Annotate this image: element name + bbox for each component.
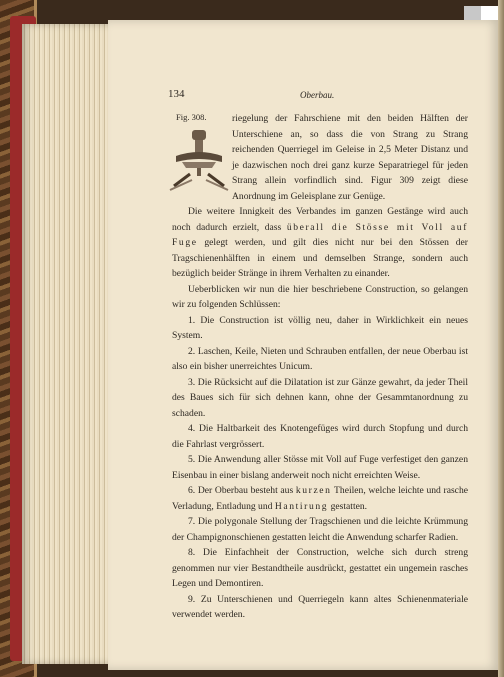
list-text: Theilen, welche leichte und rasche Verladung, Entladung und <box>172 485 468 512</box>
paragraph-summary: Ueberblicken wir nun die hier beschriebene Construction, so gelangen wir zu folgenden Schlüssen: <box>172 283 468 310</box>
emphasis-text: kurzen <box>295 485 332 496</box>
list-item: 3. Die Rücksicht auf die Dilatation ist zur Gänze gewahrt, da jeder Theil des Baues sich für sich dehnen kann, ohne der Gesammtanordnung zu schaden. <box>172 376 468 419</box>
running-head: Oberbau. <box>300 90 335 100</box>
list-item: 2. Laschen, Keile, Nieten und Schrauben entfallen, der neue Oberbau ist also ein bisher unerreichtes Unicum. <box>172 345 468 372</box>
list-item <box>172 483 468 514</box>
page-right-edge <box>498 0 504 677</box>
list-text: 6. Der Oberbau besteht aus <box>188 485 296 496</box>
list-item: 1. Die Construction ist völlig neu, daher in Wirklichkeit ein neues System. <box>172 314 468 341</box>
list-item: 7. Die polygonale Stellung der Tragschienen und die leichte Krümmung der Champignonschienen gestatten leicht die Anwendung scharfer Radien. <box>172 516 468 543</box>
color-scale-bar <box>464 6 498 20</box>
emphasis-text: Hantirung <box>274 500 329 512</box>
list-item: 8. Die Einfachheit der Construction, welche sich durch streng genommen nur vier Bestandtheile ausdrückt, gestattet ein ungemein rasches Legen und Demontiren. <box>172 547 468 589</box>
page-stack <box>22 24 114 664</box>
list-item: 9. Zu Unterschienen und Querriegeln kann altes Schienenmateriale verwendet werden. <box>172 593 468 620</box>
list-item: 5. Die Anwendung aller Stösse mit Voll auf Fuge verfestiget den ganzen Eisenbau in einer bislang anderweit noch nicht erreichten Weise. <box>172 454 468 481</box>
paragraph-connection <box>172 204 468 282</box>
figure-wrap-paragraph: riegelung der Fahrschiene mit den beiden Hälften der Unterschiene an, so dass die von Strang zu Strang reichenden Querriegel im Geleise in 2,5 Meter Distanz und je dazwischen noch drei ganz kurze Separatriegel für jeden Strang allein vorfindlich sind. Figur 309 zeigt diese Anordnung im Geleisplane zur Genüge. <box>232 113 468 202</box>
paragraph-text: gelegt werden, und gilt dies nicht nur bei den Stössen der Tragschienenhälften in einem und demselben Strange, sondern auch bezüglich beider Stränge in ihrem Verhalten zu einander. <box>172 237 468 279</box>
paragraph-text: Die weitere Innigkeit des Verbandes im ganzen Gestänge wird auch noch dadurch erzielt, dass <box>172 206 468 233</box>
list-text: gestatten. <box>328 500 368 512</box>
figure-label: Fig. 308. <box>176 112 207 122</box>
list-item: 4. Die Haltbarkeit des Knotengefüges wird durch Stopfung und durch die Fahrlast vergrössert. <box>172 423 468 450</box>
emphasis-text: überall die Stösse mit Voll auf Fuge <box>172 221 468 248</box>
rail-fastening-figure <box>168 128 230 194</box>
page-number: 134 <box>168 88 185 100</box>
main-text <box>172 204 468 623</box>
